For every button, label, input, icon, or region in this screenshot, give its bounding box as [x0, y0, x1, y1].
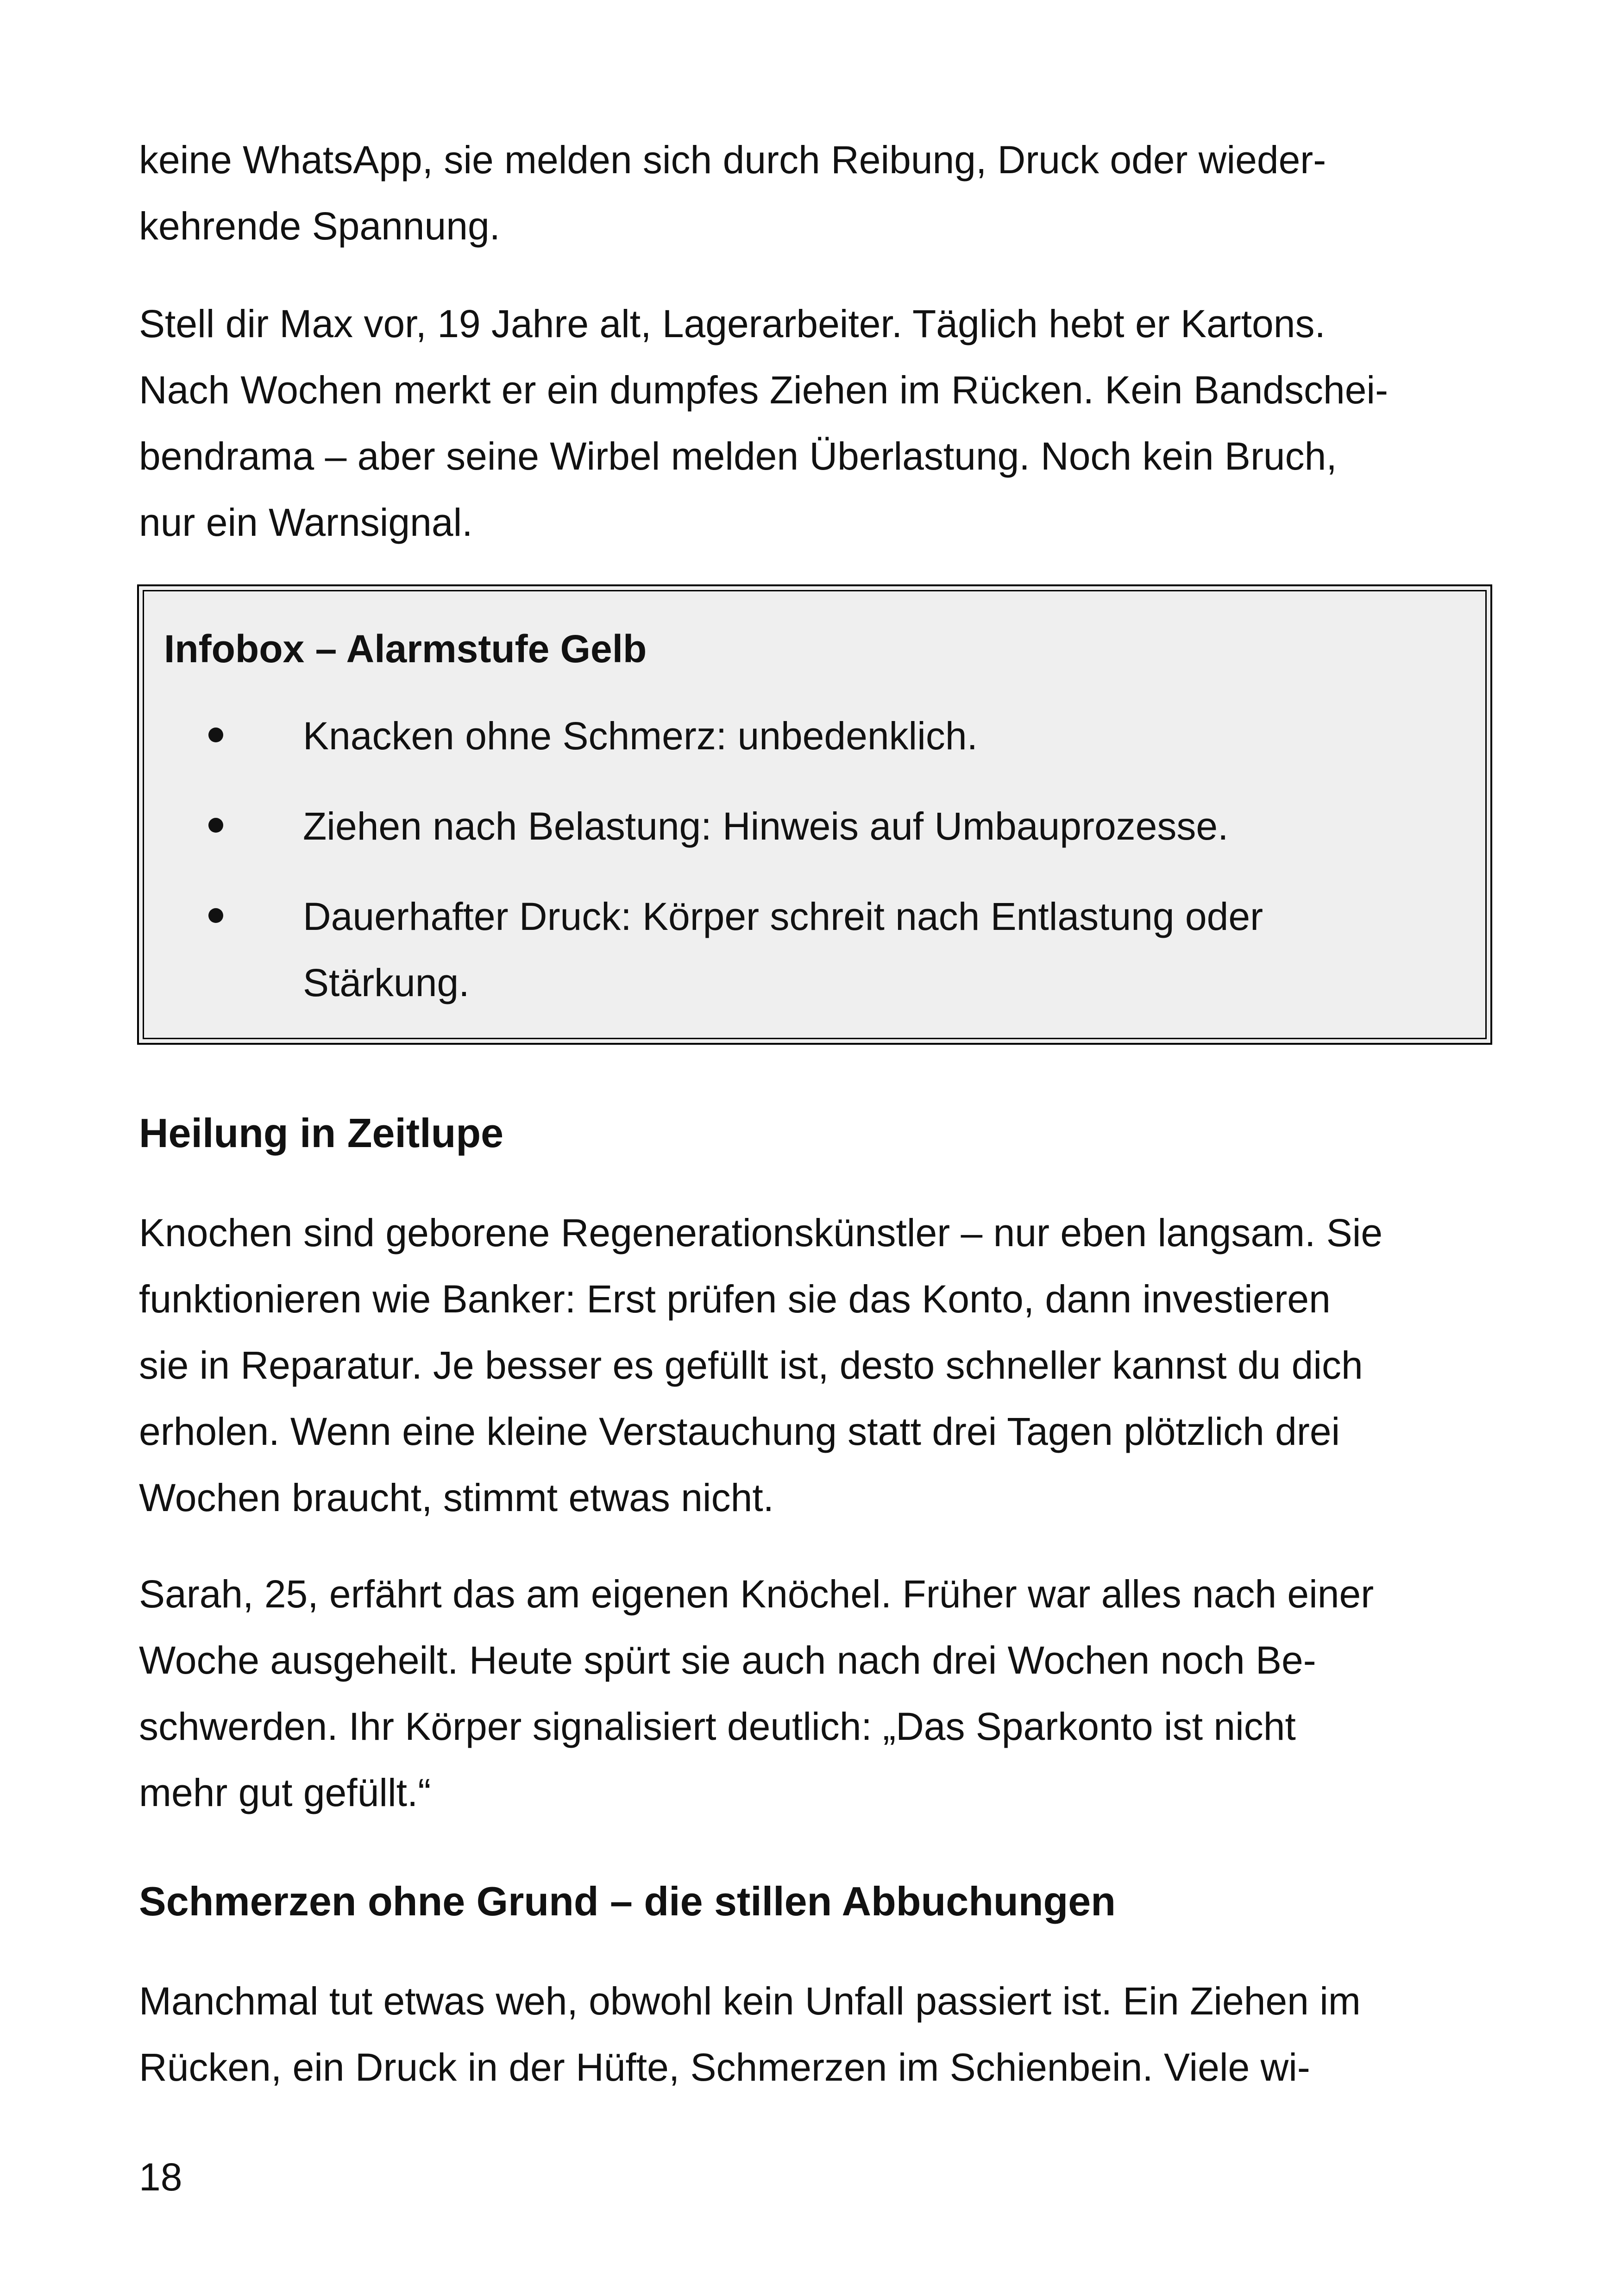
paragraph-3-line-5: Wochen braucht, stimmt etwas nicht. — [139, 1476, 774, 1519]
infobox-item-3-line-1: Dauerhafter Druck: Körper schreit nach Entlastung oder — [303, 895, 1263, 938]
paragraph-1-line-1: keine WhatsApp, sie melden sich durch Reibung, Druck oder wieder- — [139, 138, 1326, 182]
page-number: 18 — [139, 2155, 182, 2199]
infobox-title: Infobox – Alarmstufe Gelb — [164, 627, 647, 671]
paragraph-4-line-3: schwerden. Ihr Körper signalisiert deutlich: „Das Sparkonto ist nicht — [139, 1705, 1296, 1748]
paragraph-4-line-2: Woche ausgeheilt. Heute spürt sie auch nach drei Wochen noch Be- — [139, 1638, 1316, 1682]
paragraph-3-line-1: Knochen sind geborene Regenerationskünstler – nur eben langsam. Sie — [139, 1211, 1383, 1255]
bullet-icon — [208, 728, 223, 742]
section-heading-schmerzen: Schmerzen ohne Grund – die stillen Abbuchungen — [139, 1878, 1116, 1924]
infobox-item-1: Knacken ohne Schmerz: unbedenklich. — [303, 714, 978, 758]
paragraph-2-line-1: Stell dir Max vor, 19 Jahre alt, Lagerarbeiter. Täglich hebt er Kartons. — [139, 302, 1326, 345]
paragraph-4-line-4: mehr gut gefüllt.“ — [139, 1771, 431, 1814]
paragraph-3-line-2: funktionieren wie Banker: Erst prüfen sie das Konto, dann investieren — [139, 1277, 1331, 1321]
paragraph-5-line-2: Rücken, ein Druck in der Hüfte, Schmerzen im Schienbein. Viele wi- — [139, 2045, 1310, 2089]
section-heading-heilung: Heilung in Zeitlupe — [139, 1110, 504, 1156]
bullet-icon — [208, 818, 223, 833]
paragraph-3-line-3: sie in Reparatur. Je besser es gefüllt ist, desto schneller kannst du dich — [139, 1343, 1363, 1387]
bullet-icon — [208, 908, 223, 923]
paragraph-2-line-2: Nach Wochen merkt er ein dumpfes Ziehen im Rücken. Kein Bandschei- — [139, 368, 1389, 412]
paragraph-1-line-2: kehrende Spannung. — [139, 204, 500, 248]
paragraph-2-line-3: bendrama – aber seine Wirbel melden Überlastung. Noch kein Bruch, — [139, 434, 1337, 478]
paragraph-4-line-1: Sarah, 25, erfährt das am eigenen Knöchel. Früher war alles nach einer — [139, 1572, 1374, 1616]
paragraph-5-line-1: Manchmal tut etwas weh, obwohl kein Unfall passiert ist. Ein Ziehen im — [139, 1979, 1361, 2023]
paragraph-3-line-4: erholen. Wenn eine kleine Verstauchung statt drei Tagen plötzlich drei — [139, 1410, 1340, 1453]
infobox-alarmstufe-gelb — [137, 584, 1492, 1045]
paragraph-2-line-4: nur ein Warnsignal. — [139, 501, 473, 544]
infobox-item-2: Ziehen nach Belastung: Hinweis auf Umbauprozesse. — [303, 804, 1229, 848]
infobox-item-3-line-2: Stärkung. — [303, 961, 470, 1004]
